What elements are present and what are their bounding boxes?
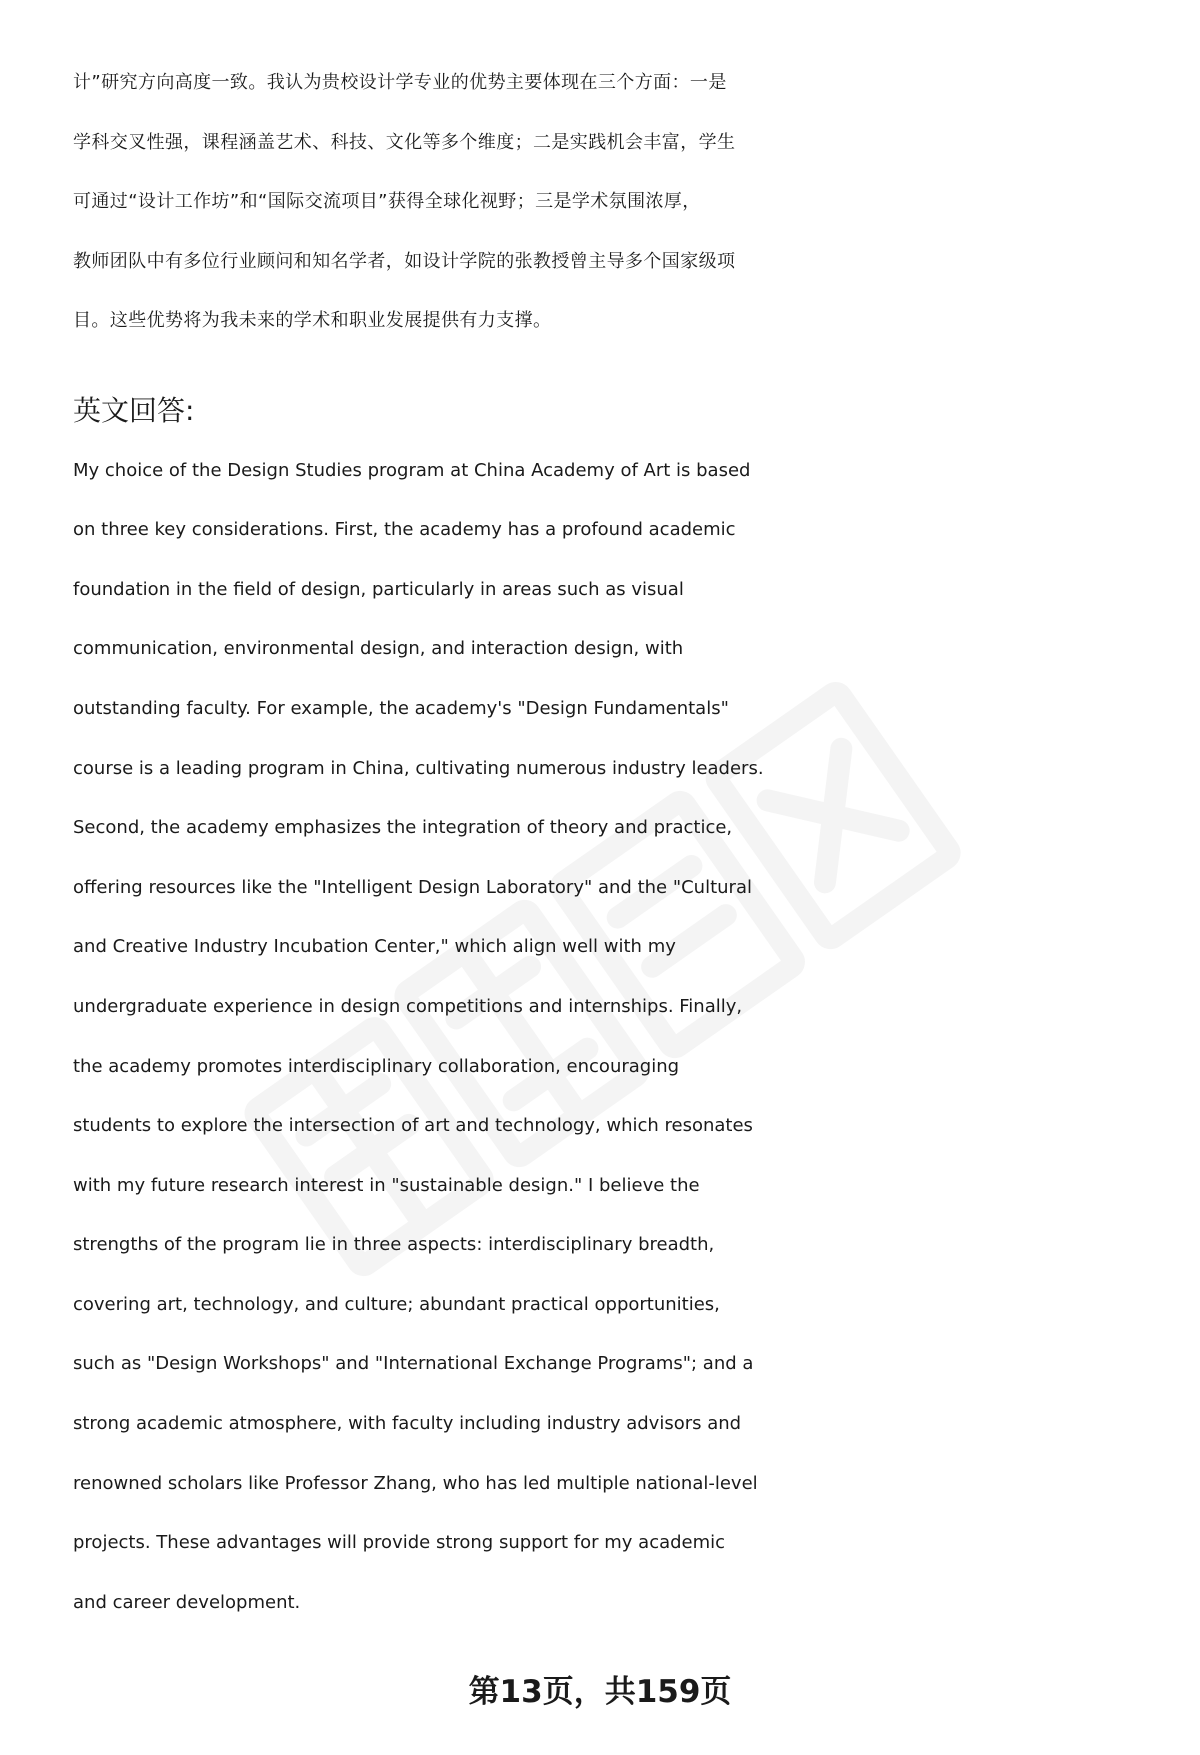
page-content	[73, 53, 1153, 1632]
page-number-footer: 第13页，共159页	[468, 1674, 732, 1710]
paragraph-line: the academy promotes interdisciplinary collaboration, encouraging	[73, 1055, 680, 1077]
paragraph-line: 目。这些优势将为我未来的学术和职业发展提供有力支撑。	[73, 310, 552, 332]
english-paragraph	[73, 441, 1153, 1633]
paragraph-line: projects. These advantages will provide strong support for my academic	[73, 1532, 726, 1554]
paragraph-line: strong academic atmosphere, with faculty including industry advisors and	[73, 1413, 742, 1435]
paragraph-line: Second, the academy emphasizes the integration of theory and practice,	[73, 817, 733, 839]
paragraph-line: such as "Design Workshops" and "International Exchange Programs"; and a	[73, 1353, 754, 1375]
paragraph-line: and Creative Industry Incubation Center," which align well with my	[73, 936, 676, 958]
paragraph-line: strengths of the program lie in three aspects: interdisciplinary breadth,	[73, 1234, 715, 1256]
chinese-paragraph	[73, 53, 1153, 351]
paragraph-line: offering resources like the "Intelligent Design Laboratory" and the "Cultural	[73, 876, 752, 898]
paragraph-line: 计”研究方向高度一致。我认为贵校设计学专业的优势主要体现在三个方面：一是	[73, 72, 727, 93]
english-answer-label: 英文回答:	[73, 393, 195, 427]
paragraph-line: undergraduate experience in design competitions and internships. Finally,	[73, 995, 743, 1017]
paragraph-line: students to explore the intersection of art and technology, which resonates	[73, 1115, 753, 1137]
paragraph-line: outstanding faculty. For example, the academy's "Design Fundamentals"	[73, 697, 729, 719]
paragraph-line: foundation in the field of design, particularly in areas such as visual	[73, 578, 684, 600]
paragraph-line: 教师团队中有多位行业顾问和知名学者，如设计学院的张教授曾主导多个国家级项	[73, 250, 736, 272]
paragraph-line: with my future research interest in "sustainable design." I believe the	[73, 1174, 700, 1196]
paragraph-line: 可通过“设计工作坊”和“国际交流项目”获得全球化视野；三是学术氛围浓厚，	[73, 191, 701, 213]
paragraph-line: renowned scholars like Professor Zhang, who has led multiple national-level	[73, 1472, 758, 1494]
paragraph-line: 学科交叉性强，课程涵盖艺术、科技、文化等多个维度；二是实践机会丰富，学生	[73, 131, 736, 153]
paragraph-line: and career development.	[73, 1591, 301, 1613]
paragraph-line: covering art, technology, and culture; abundant practical opportunities,	[73, 1293, 720, 1315]
paragraph-line: on three key considerations. First, the academy has a profound academic	[73, 519, 736, 541]
paragraph-line: course is a leading program in China, cultivating numerous industry leaders.	[73, 757, 764, 779]
paragraph-line: My choice of the Design Studies program at China Academy of Art is based	[73, 459, 751, 481]
paragraph-line: communication, environmental design, and interaction design, with	[73, 638, 684, 660]
